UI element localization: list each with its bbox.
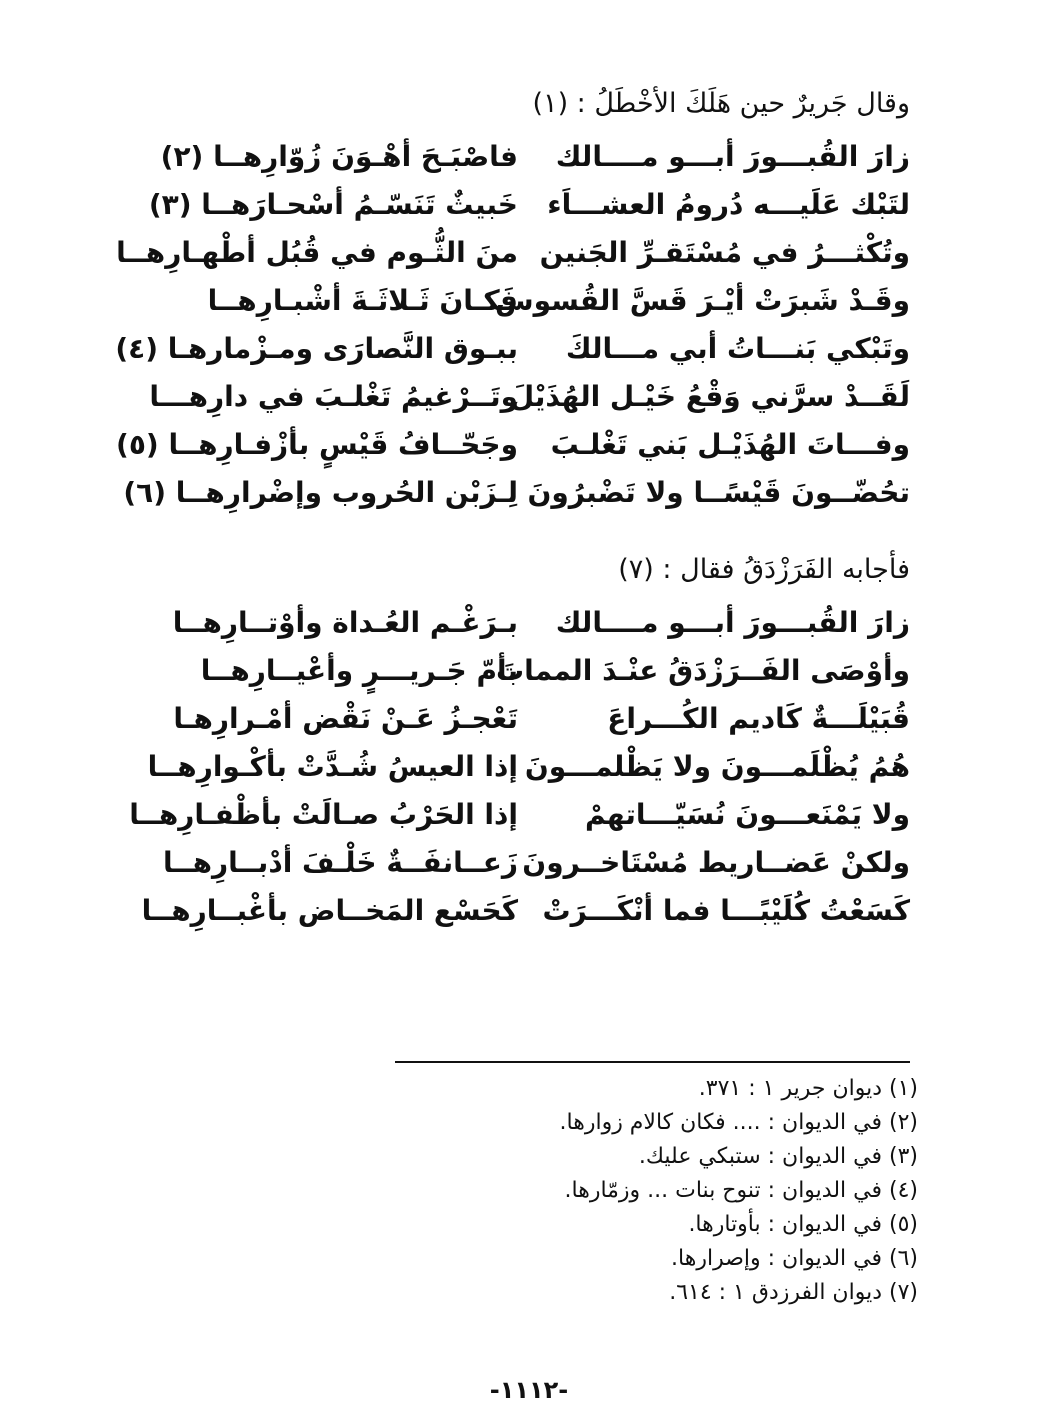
first-hemistich: ولا يَمْنَعـــونَ نُسَيّـــاتهمْ: [584, 798, 910, 831]
footnote-divider: [395, 1061, 910, 1063]
first-hemistich: وتَبْكي بَنـــاتُ أبي مـــالكَ: [565, 332, 910, 365]
footnote: (٤) في الديوان : تنوح بنات ... وزمّارها.: [564, 1178, 918, 1203]
first-hemistich: ولكنْ عَضــاريط مُسْتَاخــرونَ: [522, 846, 910, 879]
first-hemistich: وقَـدْ شَبرَتْ أيْـرَ قَسَّ القُسوس: [495, 284, 910, 317]
second-hemistich: منَ الثُّـوم في قُبُل أطْهـارِهــا: [116, 236, 518, 269]
verse: [140, 648, 920, 696]
page-number: -١١١٢-: [489, 1376, 569, 1404]
first-hemistich: وفـــاتَ الهُذَيْـل بَني تَغْلـبَ: [550, 428, 910, 461]
first-hemistich: كَسَعْتُ كُلَيْبًـــا فما أنْكَـــرَتْ: [542, 894, 910, 927]
verse: [140, 600, 920, 648]
intro-line-jarir: وقال جَريرٌ حين هَلَكَ الأخْطَلُ : (١): [532, 88, 910, 119]
verse: [129, 792, 920, 840]
second-hemistich: لِـزَبْن الحُروب وإضْرارِهــا (٦): [123, 476, 518, 509]
second-hemistich: زَعــانفَــةٌ خَلْـفَ أدْبــارِهــا: [162, 846, 518, 879]
second-hemistich: فَكـانَ ثَـلاثَـةَ أشْبـارِهــا: [207, 284, 518, 317]
footnote: (٣) في الديوان : ستبكي عليك.: [638, 1144, 918, 1169]
second-hemistich: إذا الحَرْبُ صـالَتْ بأظْفـارِهــا: [129, 798, 518, 831]
verse: [140, 134, 920, 182]
second-hemistich: فاصْبَـحَ أهْـوَنَ زُوّارِهــا (٢): [160, 140, 518, 173]
second-hemistich: كَحَسْع المَخــاض بأغْبــارِهــا: [141, 894, 518, 927]
footnote: (١) ديوان جرير ١ : ٣٧١.: [698, 1076, 918, 1101]
first-hemistich: لتَبْك عَلَيـــه دُرومُ العشـــاَء: [547, 188, 910, 221]
verse: [116, 230, 920, 278]
footnote: (٢) في الديوان : .... فكان كالام زوارها.: [559, 1110, 918, 1135]
second-hemistich: تَعْجـزُ عَـنْ نَقْض أمْـرارِهـا: [173, 702, 518, 735]
footnote: (٥) في الديوان : بأوتارها.: [688, 1212, 918, 1237]
verse: [123, 470, 920, 518]
second-hemistich: خَبيثٌ تَنَسّـمُ أسْحـارَهــا (٣): [148, 188, 518, 221]
verse: [140, 744, 920, 792]
first-hemistich: قُبَيْلَـــةٌ كَاديم الكُـــراعَ: [607, 702, 910, 735]
first-hemistich: تحُضّــونَ قَيْسًــا ولا تَضْبرُونَ: [527, 476, 910, 509]
poem-farazdaq: [129, 600, 920, 936]
verse: [140, 696, 920, 744]
verse: [140, 888, 920, 936]
second-hemistich: بـرَغْـم العُـداة وأوْتــارِهــا: [172, 606, 518, 639]
second-hemistich: ببـوق النَّصارَى ومـزْمارهـا (٤): [115, 332, 518, 365]
verse: [140, 278, 920, 326]
intro-line-farazdaq: فأجابه الفَرَزْدَقُ فقال : (٧): [618, 554, 910, 585]
verse: [140, 374, 920, 422]
verse: [140, 840, 920, 888]
footnotes: [358, 1072, 918, 1310]
first-hemistich: هُمُ يُظْلَمـــونَ ولا يَظْلمـــونَ: [524, 750, 910, 783]
second-hemistich: إذا العيسُ شُـدَّتْ بأكْـوارِهــا: [147, 750, 518, 783]
second-hemistich: وتَــرْغيمُ تَغْلـبَ في دارِهـــا: [149, 380, 518, 413]
verse: [115, 326, 920, 374]
verse: [140, 182, 920, 230]
first-hemistich: زارَ القُبـــورَ أبـــو مــــالك: [555, 140, 910, 173]
footnote: (٦) في الديوان : وإصرارها.: [671, 1246, 918, 1271]
first-hemistich: وأوْصَى الفَــرَزْدَقُ عنْـدَ المماتَ: [496, 654, 910, 687]
verse: [116, 422, 920, 470]
first-hemistich: لَقَــدْ سرَّني وَقْعُ خَيْـل الهُذَيْلَ: [509, 380, 910, 413]
footnote: (٧) ديوان الفرزدق ١ : ٦١٤.: [669, 1280, 918, 1305]
poem-jarir: [115, 134, 920, 518]
second-hemistich: بأمّ جَـريـــرٍ وأعْيــارِهــا: [200, 654, 518, 687]
first-hemistich: وتُكْثـــرُ في مُسْتَقـرِّ الجَنين: [539, 236, 910, 269]
second-hemistich: وجَحّــافُ قَيْسٍ بأزْفـارِهــا (٥): [116, 428, 518, 461]
first-hemistich: زارَ القُبـــورَ أبـــو مــــالك: [555, 606, 910, 639]
